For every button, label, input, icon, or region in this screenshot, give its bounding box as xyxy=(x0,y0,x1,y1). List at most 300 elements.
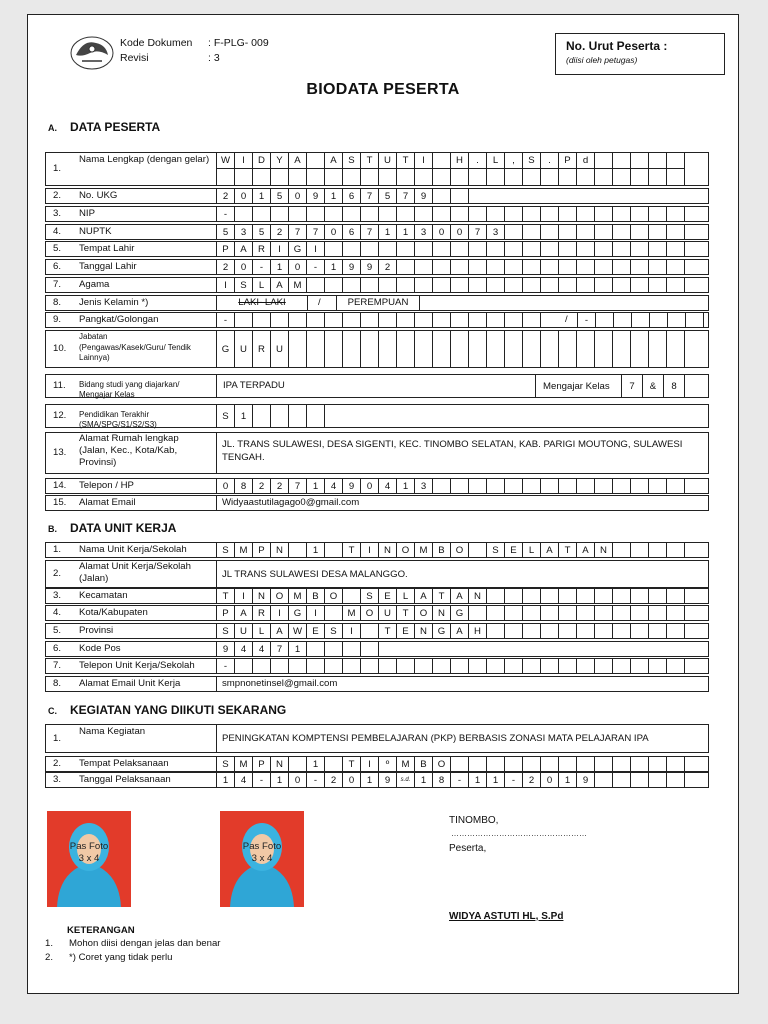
char-cell[interactable] xyxy=(648,330,667,368)
char-cell[interactable]: L xyxy=(252,623,271,639)
char-cell[interactable] xyxy=(612,605,631,621)
char-cell[interactable]: S xyxy=(216,542,235,558)
char-cell[interactable] xyxy=(504,224,523,240)
char-cell[interactable] xyxy=(666,241,685,257)
char-cell[interactable] xyxy=(666,330,685,368)
char-cell[interactable]: M xyxy=(342,605,361,621)
char-cell[interactable] xyxy=(414,259,433,275)
char-cell[interactable] xyxy=(522,478,541,494)
char-cell[interactable]: N xyxy=(414,623,433,639)
char-cell[interactable] xyxy=(468,542,487,558)
char-cell[interactable] xyxy=(324,542,343,558)
alamat-email-value[interactable]: Widyaastutilagago0@gmail.com xyxy=(222,497,360,508)
char-cell[interactable] xyxy=(324,277,343,293)
char-cell[interactable]: W xyxy=(216,152,235,169)
char-cell[interactable]: I xyxy=(216,277,235,293)
char-cell[interactable] xyxy=(648,588,667,604)
char-cell[interactable] xyxy=(396,259,415,275)
char-cell[interactable] xyxy=(630,658,649,674)
char-cell[interactable] xyxy=(396,277,415,293)
char-cell[interactable]: 9 xyxy=(306,188,325,204)
char-cell[interactable]: 5 xyxy=(252,224,271,240)
char-cell[interactable]: 3 xyxy=(414,478,433,494)
char-cell[interactable] xyxy=(450,259,469,275)
char-cell[interactable] xyxy=(612,588,631,604)
char-cell[interactable]: - xyxy=(216,658,235,674)
char-cells[interactable] xyxy=(216,206,685,222)
char-cell[interactable]: 7 xyxy=(468,224,487,240)
char-cell[interactable]: 9 xyxy=(216,641,235,657)
char-cell[interactable] xyxy=(504,241,523,257)
char-cell[interactable]: 2 xyxy=(324,772,343,788)
char-cell[interactable] xyxy=(360,168,379,186)
char-cell[interactable]: 0 xyxy=(288,259,307,275)
char-cell[interactable] xyxy=(342,641,361,657)
char-cell[interactable]: P xyxy=(558,152,577,169)
char-cell[interactable] xyxy=(378,330,397,368)
char-cell[interactable] xyxy=(432,658,451,674)
char-cell[interactable] xyxy=(612,206,631,222)
kelas-cell[interactable]: 8 xyxy=(663,374,685,398)
char-cell[interactable]: Y xyxy=(270,152,289,169)
char-cell[interactable] xyxy=(468,756,487,772)
char-cell[interactable]: - xyxy=(306,259,325,275)
char-cell[interactable]: 4 xyxy=(234,772,253,788)
char-cell[interactable] xyxy=(594,241,613,257)
char-cell[interactable]: 9 xyxy=(342,478,361,494)
char-cell[interactable] xyxy=(666,772,685,788)
char-cell[interactable] xyxy=(504,330,523,368)
char-cell[interactable] xyxy=(576,206,595,222)
char-cell[interactable] xyxy=(666,605,685,621)
char-cell[interactable] xyxy=(324,312,343,328)
char-cell[interactable]: 7 xyxy=(288,478,307,494)
char-cell[interactable]: 0 xyxy=(288,188,307,204)
char-cell[interactable] xyxy=(288,404,307,428)
char-cell[interactable]: 3 xyxy=(414,224,433,240)
char-cell[interactable]: 7 xyxy=(360,188,379,204)
char-cell[interactable] xyxy=(288,168,307,186)
char-cell[interactable]: 9 xyxy=(414,188,433,204)
char-cell[interactable] xyxy=(612,152,631,169)
char-cell[interactable] xyxy=(648,605,667,621)
char-cell[interactable] xyxy=(486,658,505,674)
char-cell[interactable] xyxy=(396,312,415,328)
char-cell[interactable]: I xyxy=(270,241,289,257)
char-cell[interactable]: S xyxy=(216,404,235,428)
char-cell[interactable]: 9 xyxy=(360,259,379,275)
char-cell[interactable] xyxy=(522,241,541,257)
char-cell[interactable] xyxy=(648,168,667,186)
char-cell[interactable] xyxy=(666,478,685,494)
unit-kerja-value[interactable]: JL TRANS SULAWESI DESA MALANGGO. xyxy=(222,569,408,580)
char-cell[interactable]: A xyxy=(270,277,289,293)
char-cell[interactable] xyxy=(378,277,397,293)
char-cell[interactable] xyxy=(649,312,668,328)
char-cell[interactable] xyxy=(432,330,451,368)
char-cell[interactable]: S xyxy=(324,623,343,639)
char-cell[interactable] xyxy=(522,623,541,639)
char-cell[interactable]: A xyxy=(414,588,433,604)
char-cell[interactable]: R xyxy=(252,330,271,368)
char-cell[interactable] xyxy=(450,658,469,674)
char-cell[interactable] xyxy=(414,277,433,293)
char-cell[interactable] xyxy=(630,259,649,275)
char-cell[interactable] xyxy=(486,241,505,257)
char-cell[interactable] xyxy=(594,224,613,240)
char-cell[interactable] xyxy=(540,756,559,772)
char-cell[interactable] xyxy=(432,259,451,275)
char-cell[interactable] xyxy=(648,241,667,257)
char-cell[interactable] xyxy=(630,277,649,293)
char-cell[interactable]: 7 xyxy=(306,224,325,240)
char-cell[interactable] xyxy=(450,312,469,328)
char-cell[interactable] xyxy=(414,312,433,328)
char-cell[interactable] xyxy=(594,206,613,222)
char-cell[interactable] xyxy=(612,241,631,257)
char-cell[interactable] xyxy=(522,259,541,275)
char-cell[interactable] xyxy=(576,756,595,772)
char-cell[interactable] xyxy=(270,168,289,186)
char-cell[interactable]: L xyxy=(522,542,541,558)
char-cell[interactable] xyxy=(667,312,686,328)
char-cell[interactable]: G xyxy=(288,241,307,257)
char-cell[interactable] xyxy=(450,168,469,186)
char-cell[interactable]: S xyxy=(486,542,505,558)
char-cell[interactable]: M xyxy=(288,277,307,293)
char-cell[interactable]: S xyxy=(360,588,379,604)
char-cells[interactable] xyxy=(216,478,685,494)
char-cell[interactable] xyxy=(666,152,685,169)
char-cell[interactable] xyxy=(504,277,523,293)
char-cell[interactable] xyxy=(666,542,685,558)
char-cell[interactable]: 9 xyxy=(576,772,595,788)
char-cell[interactable] xyxy=(522,168,541,186)
char-cell[interactable] xyxy=(324,241,343,257)
char-cell[interactable]: 1 xyxy=(252,188,271,204)
char-cell[interactable] xyxy=(324,330,343,368)
char-cell[interactable] xyxy=(666,224,685,240)
char-cell[interactable] xyxy=(666,756,685,772)
char-cell[interactable] xyxy=(450,277,469,293)
char-cell[interactable] xyxy=(576,330,595,368)
char-cell[interactable] xyxy=(486,623,505,639)
char-cell[interactable]: R xyxy=(252,241,271,257)
char-cell[interactable] xyxy=(648,542,667,558)
char-cell[interactable] xyxy=(630,542,649,558)
char-cell[interactable] xyxy=(486,168,505,186)
char-cell[interactable]: 0 xyxy=(432,224,451,240)
char-cell[interactable] xyxy=(666,623,685,639)
char-cell[interactable] xyxy=(342,168,361,186)
char-cell[interactable]: P xyxy=(252,542,271,558)
char-cell[interactable] xyxy=(558,259,577,275)
char-cell[interactable] xyxy=(324,206,343,222)
char-cell[interactable] xyxy=(540,241,559,257)
char-cell[interactable] xyxy=(576,658,595,674)
char-cell[interactable]: 4 xyxy=(324,478,343,494)
char-cell[interactable] xyxy=(666,259,685,275)
char-cell[interactable]: T xyxy=(342,756,361,772)
char-cells[interactable] xyxy=(216,330,685,368)
char-cell[interactable] xyxy=(576,623,595,639)
char-cell[interactable] xyxy=(612,224,631,240)
char-cell[interactable] xyxy=(432,188,451,204)
char-cell[interactable] xyxy=(540,330,559,368)
char-cell[interactable]: 1 xyxy=(396,478,415,494)
char-cell[interactable] xyxy=(540,478,559,494)
char-cell[interactable] xyxy=(504,259,523,275)
char-cell[interactable] xyxy=(594,588,613,604)
char-cell[interactable]: 1 xyxy=(270,259,289,275)
char-cell[interactable]: W xyxy=(288,623,307,639)
char-cell[interactable] xyxy=(540,206,559,222)
char-cell[interactable] xyxy=(432,168,451,186)
gender-option-perempuan[interactable]: PEREMPUAN xyxy=(336,295,420,311)
char-cell[interactable] xyxy=(594,330,613,368)
char-cell[interactable] xyxy=(468,259,487,275)
char-cell[interactable] xyxy=(612,772,631,788)
char-cell[interactable]: 0 xyxy=(234,259,253,275)
char-cell[interactable]: E xyxy=(378,588,397,604)
char-cell[interactable]: 1 xyxy=(324,259,343,275)
char-cell[interactable] xyxy=(414,241,433,257)
char-cell[interactable] xyxy=(630,224,649,240)
char-cell[interactable] xyxy=(558,658,577,674)
char-cell[interactable] xyxy=(360,312,379,328)
char-cell[interactable]: 2 xyxy=(252,478,271,494)
char-cell[interactable]: M xyxy=(288,588,307,604)
char-cell[interactable]: N xyxy=(252,588,271,604)
char-cell[interactable]: 1 xyxy=(234,404,253,428)
char-cell[interactable] xyxy=(612,259,631,275)
char-cell[interactable] xyxy=(612,277,631,293)
char-cell[interactable]: D xyxy=(252,152,271,169)
char-cell[interactable] xyxy=(576,478,595,494)
char-cell[interactable] xyxy=(306,277,325,293)
char-cell[interactable]: 2 xyxy=(216,188,235,204)
char-cell[interactable] xyxy=(648,259,667,275)
char-cell[interactable]: G xyxy=(216,330,235,368)
char-cell[interactable]: A xyxy=(234,241,253,257)
char-cell[interactable]: - xyxy=(252,772,271,788)
char-cell[interactable]: A xyxy=(324,152,343,169)
char-cell[interactable] xyxy=(666,206,685,222)
char-cell[interactable]: S xyxy=(216,756,235,772)
char-cell[interactable]: O xyxy=(396,542,415,558)
char-cell[interactable] xyxy=(594,478,613,494)
char-cell[interactable] xyxy=(522,224,541,240)
char-cell[interactable] xyxy=(540,588,559,604)
char-cell[interactable]: O xyxy=(360,605,379,621)
char-cells[interactable] xyxy=(216,623,685,639)
char-cells[interactable] xyxy=(216,224,685,240)
char-cell[interactable] xyxy=(450,241,469,257)
char-cell[interactable] xyxy=(558,241,577,257)
char-cell[interactable] xyxy=(450,330,469,368)
char-cell[interactable] xyxy=(270,312,289,328)
char-cell[interactable]: T xyxy=(360,152,379,169)
char-cell[interactable] xyxy=(486,330,505,368)
char-cell[interactable] xyxy=(540,168,559,186)
char-cell[interactable]: T xyxy=(396,152,415,169)
char-cell[interactable] xyxy=(504,756,523,772)
char-cell[interactable]: N xyxy=(594,542,613,558)
char-cell[interactable]: N xyxy=(378,542,397,558)
char-cell[interactable] xyxy=(540,658,559,674)
char-cell[interactable]: , xyxy=(504,152,523,169)
char-cell[interactable]: B xyxy=(432,542,451,558)
char-cell[interactable]: 3 xyxy=(486,224,505,240)
char-cell[interactable] xyxy=(234,168,253,186)
char-cell[interactable] xyxy=(594,756,613,772)
char-cell[interactable]: M xyxy=(234,756,253,772)
char-cell[interactable] xyxy=(306,312,325,328)
char-cell[interactable] xyxy=(504,623,523,639)
char-cell[interactable] xyxy=(576,224,595,240)
char-cell[interactable]: O xyxy=(432,756,451,772)
char-cell[interactable] xyxy=(613,312,632,328)
no-urut-box[interactable] xyxy=(555,33,725,75)
char-cell[interactable] xyxy=(522,756,541,772)
char-cell[interactable]: . xyxy=(540,152,559,169)
char-cell[interactable]: A xyxy=(288,152,307,169)
char-cell[interactable]: 0 xyxy=(324,224,343,240)
char-cell[interactable] xyxy=(468,312,487,328)
char-cell[interactable] xyxy=(342,658,361,674)
char-cell[interactable] xyxy=(648,224,667,240)
char-cell[interactable] xyxy=(360,330,379,368)
char-cell[interactable]: U xyxy=(234,330,253,368)
char-cell[interactable]: 7 xyxy=(270,641,289,657)
char-cell[interactable]: - xyxy=(306,772,325,788)
char-cell[interactable] xyxy=(450,188,469,204)
char-cell[interactable] xyxy=(666,588,685,604)
char-cell[interactable]: d xyxy=(576,152,595,169)
char-cell[interactable] xyxy=(594,623,613,639)
char-cell[interactable]: T xyxy=(342,542,361,558)
char-cell[interactable] xyxy=(468,277,487,293)
char-cell[interactable] xyxy=(486,756,505,772)
char-cell[interactable]: O xyxy=(450,542,469,558)
char-cell[interactable] xyxy=(558,206,577,222)
char-cell[interactable]: 0 xyxy=(540,772,559,788)
char-cell[interactable] xyxy=(288,756,307,772)
char-cell[interactable] xyxy=(630,623,649,639)
char-cell[interactable] xyxy=(666,658,685,674)
golongan-right-cells[interactable] xyxy=(577,312,704,328)
char-cells[interactable] xyxy=(216,588,685,604)
char-cell[interactable] xyxy=(540,277,559,293)
char-cell[interactable]: 0 xyxy=(342,772,361,788)
char-cells[interactable] xyxy=(216,152,685,169)
char-cell[interactable]: U xyxy=(378,605,397,621)
char-cell[interactable]: B xyxy=(306,588,325,604)
char-cell[interactable] xyxy=(396,658,415,674)
char-cell[interactable] xyxy=(396,241,415,257)
char-cell[interactable] xyxy=(522,277,541,293)
char-cell[interactable]: 9 xyxy=(342,259,361,275)
char-cell[interactable] xyxy=(450,478,469,494)
char-cell[interactable]: U xyxy=(234,623,253,639)
char-cell[interactable] xyxy=(342,241,361,257)
char-cell[interactable] xyxy=(234,312,253,328)
char-cells[interactable] xyxy=(216,241,685,257)
char-cell[interactable]: S xyxy=(522,152,541,169)
char-cell[interactable]: N xyxy=(270,756,289,772)
char-cell[interactable]: A xyxy=(450,623,469,639)
char-cell[interactable] xyxy=(414,330,433,368)
char-cell[interactable]: U xyxy=(270,330,289,368)
char-cell[interactable] xyxy=(504,588,523,604)
char-cell[interactable] xyxy=(648,772,667,788)
char-cell[interactable] xyxy=(594,152,613,169)
char-cells[interactable] xyxy=(216,404,325,428)
char-cell[interactable] xyxy=(630,605,649,621)
char-cell[interactable] xyxy=(504,312,523,328)
char-cell[interactable]: 5 xyxy=(270,188,289,204)
char-cell[interactable] xyxy=(540,605,559,621)
char-cell[interactable] xyxy=(630,478,649,494)
char-cell[interactable]: 1 xyxy=(324,188,343,204)
char-cell[interactable] xyxy=(558,330,577,368)
char-cell[interactable] xyxy=(558,478,577,494)
char-cell[interactable]: - xyxy=(504,772,523,788)
char-cell[interactable]: - xyxy=(577,312,596,328)
char-cell[interactable] xyxy=(648,277,667,293)
char-cell[interactable]: 1 xyxy=(468,772,487,788)
char-cell[interactable] xyxy=(522,206,541,222)
char-cell[interactable] xyxy=(252,658,271,674)
char-cell[interactable] xyxy=(630,772,649,788)
char-cells[interactable] xyxy=(216,312,541,328)
char-cell[interactable]: - xyxy=(216,206,235,222)
char-cell[interactable] xyxy=(486,478,505,494)
char-cell[interactable] xyxy=(630,241,649,257)
char-cell[interactable] xyxy=(468,658,487,674)
char-cell[interactable]: 0 xyxy=(288,772,307,788)
char-cell[interactable] xyxy=(612,756,631,772)
char-cell[interactable] xyxy=(378,312,397,328)
char-cell[interactable] xyxy=(648,478,667,494)
char-cell[interactable]: 0 xyxy=(216,478,235,494)
char-cell[interactable] xyxy=(450,756,469,772)
char-cell[interactable]: N xyxy=(432,605,451,621)
char-cell[interactable] xyxy=(558,623,577,639)
char-cell[interactable]: 1 xyxy=(378,224,397,240)
char-cell[interactable] xyxy=(540,224,559,240)
char-cell[interactable]: T xyxy=(378,623,397,639)
char-cell[interactable] xyxy=(504,478,523,494)
char-cell[interactable]: I xyxy=(414,152,433,169)
kelas-cells[interactable] xyxy=(621,374,685,398)
char-cell[interactable]: 1 xyxy=(288,641,307,657)
char-cell[interactable] xyxy=(648,658,667,674)
char-cell[interactable] xyxy=(342,330,361,368)
char-cell[interactable] xyxy=(252,312,271,328)
char-cell[interactable] xyxy=(630,152,649,169)
char-cell[interactable] xyxy=(288,330,307,368)
char-cell[interactable] xyxy=(486,312,505,328)
bidang-studi-value[interactable]: IPA TERPADU xyxy=(216,374,536,398)
char-cell[interactable] xyxy=(468,206,487,222)
char-cell[interactable] xyxy=(324,168,343,186)
char-cell[interactable]: I xyxy=(270,605,289,621)
char-cell[interactable]: L xyxy=(396,588,415,604)
char-cell[interactable]: I xyxy=(234,588,253,604)
char-cell[interactable]: B xyxy=(414,756,433,772)
char-cell[interactable]: 8 xyxy=(432,772,451,788)
